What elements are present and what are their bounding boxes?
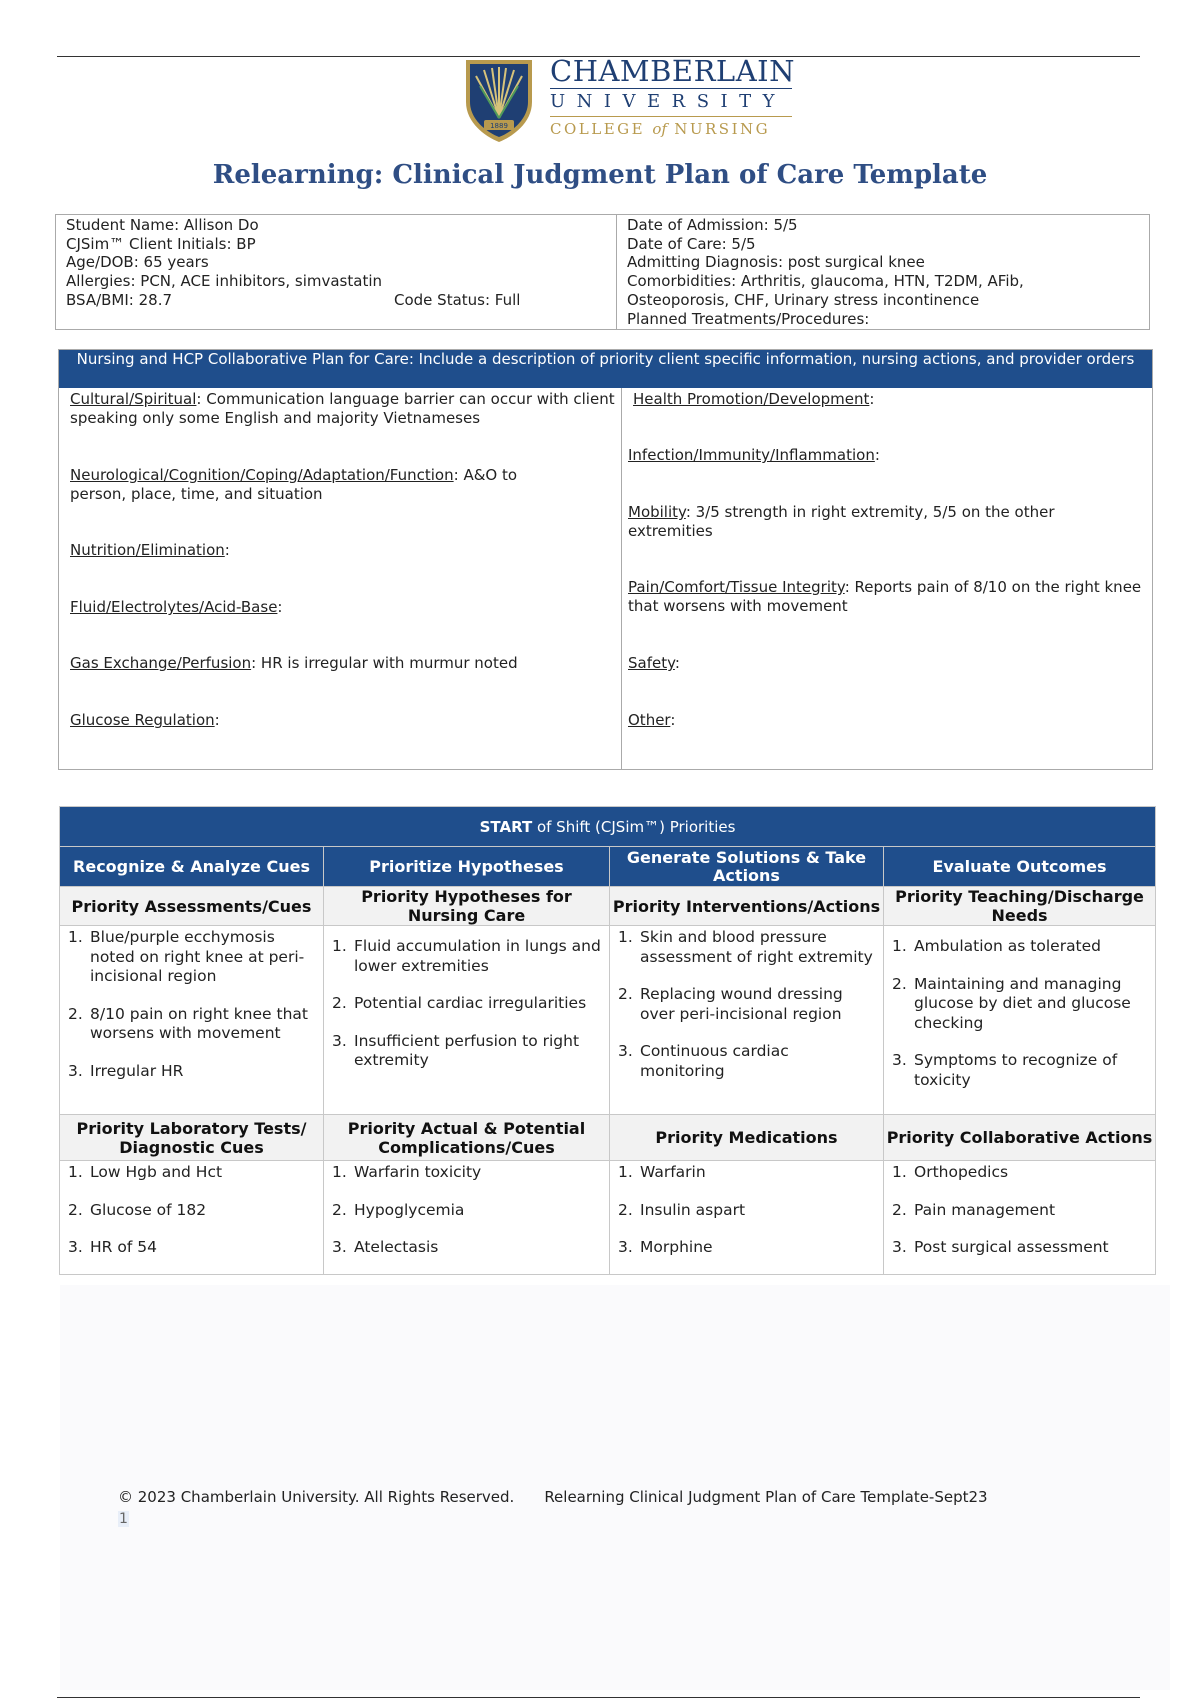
plan-item-nutrition: Nutrition/Elimination: <box>70 541 230 559</box>
logo-text-university: UNIVERSITY <box>550 91 787 112</box>
list-item: 2. Hypoglycemia <box>332 1200 465 1219</box>
university-crest-icon <box>462 56 536 144</box>
plan-item-fluid: Fluid/Electrolytes/Acid-Base: <box>70 598 283 616</box>
priority-list-cell <box>610 1161 884 1275</box>
page-footer <box>118 1488 988 1506</box>
list-item: 3. HR of 54 <box>68 1238 157 1256</box>
plan-item-infection: Infection/Immunity/Inflammation: <box>628 446 880 464</box>
priority-list-cell <box>324 926 610 1115</box>
list-item: 2. Replacing wound dressing over peri-incisional region <box>618 985 843 1023</box>
priority-list-cell <box>884 926 1156 1115</box>
plan-header: Nursing and HCP Collaborative Plan for Care: Include a description of priority client specific information, nursing actions, and provider orders <box>59 350 1152 388</box>
section-subheader: Priority Actual & Potential Complications/Cues <box>324 1115 610 1161</box>
list-item: 3. Atelectasis <box>332 1238 439 1256</box>
section-subheader: Priority Medications <box>610 1115 884 1161</box>
column-header: Recognize & Analyze Cues <box>60 847 324 887</box>
section-subheader: Priority Collaborative Actions <box>884 1115 1156 1161</box>
plan-item-glucose: Glucose Regulation: <box>70 711 220 729</box>
footer-copyright: © 2023 Chamberlain University. All Rights Reserved. <box>118 1488 515 1506</box>
list-item: 3. Symptoms to recognize of toxicity <box>892 1051 1118 1089</box>
column-header: Generate Solutions & Take Actions <box>610 847 884 887</box>
list-item: 1. Warfarin toxicity <box>332 1163 482 1181</box>
code-status: Code Status: Full <box>394 291 521 309</box>
logo-text-chamberlain: CHAMBERLAIN <box>550 54 795 88</box>
patient-info-box <box>55 214 1150 330</box>
list-item: 3. Continuous cardiac monitoring <box>618 1042 789 1080</box>
list-item: 1. Skin and blood pressure assessment of right extremity <box>618 928 873 966</box>
list-item: 3. Insufficient perfusion to right extremity <box>332 1031 580 1069</box>
svg-text:1889: 1889 <box>490 122 508 130</box>
shift-priorities-table <box>59 806 1156 1275</box>
priority-list-cell <box>884 1161 1156 1275</box>
list-item: 2. Pain management <box>892 1200 1056 1219</box>
plan-item-health-promotion: Health Promotion/Development: <box>633 390 875 408</box>
page-number: 1 <box>119 1511 128 1527</box>
priority-list-cell <box>60 1161 324 1275</box>
chamberlain-logo <box>462 56 802 146</box>
plan-item-mobility: Mobility: 3/5 strength in right extremity, 5/5 on the other extremities <box>628 503 1055 540</box>
list-item: 1. Low Hgb and Hct <box>68 1163 223 1181</box>
priority-list-cell <box>324 1161 610 1275</box>
priority-list-cell <box>610 926 884 1115</box>
section-subheader: Priority Hypotheses for Nursing Care <box>324 887 610 926</box>
column-header: Evaluate Outcomes <box>884 847 1156 887</box>
plan-item-cultural: Cultural/Spiritual: Communication language barrier can occur with client speaking only some English and majority Vietnameses <box>70 390 615 427</box>
plan-item-safety: Safety: <box>628 654 680 672</box>
list-item: 2. Potential cardiac irregularities <box>332 994 587 1012</box>
plan-item-pain: Pain/Comfort/Tissue Integrity: Reports pain of 8/10 on the right knee that worsens with movement <box>628 578 1142 615</box>
footer-doc-name: Relearning Clinical Judgment Plan of Care Template-Sept23 <box>544 1488 988 1506</box>
list-item: 2. Insulin aspart <box>618 1200 746 1219</box>
section-subheader: Priority Laboratory Tests/ Diagnostic Cues <box>60 1115 324 1161</box>
shift-table-title: START of Shift (CJSim™) Priorities <box>60 807 1156 847</box>
patient-info-left: Student Name: Allison Do CJSim™ Client Initials: BP Age/DOB: 65 years Allergies: PCN, ACE inhibitors, simvastatin BSA/BMI: 28.7 <box>66 216 382 309</box>
list-item: 1. Ambulation as tolerated <box>892 937 1102 955</box>
list-item: 2. Glucose of 182 <box>68 1200 207 1219</box>
section-subheader: Priority Teaching/Discharge Needs <box>884 887 1156 926</box>
bottom-rule <box>57 1697 1140 1698</box>
list-item: 2. 8/10 pain on right knee that worsens with movement <box>68 1004 308 1042</box>
plan-item-other: Other: <box>628 711 676 729</box>
list-item: 2. Maintaining and managing glucose by diet and glucose checking <box>892 974 1131 1032</box>
list-item: 3. Irregular HR <box>68 1061 184 1080</box>
plan-item-neurological: Neurological/Cognition/Coping/Adaptation/Function: A&O to person, place, time, and situation <box>70 466 518 503</box>
list-item: 1. Fluid accumulation in lungs and lower extremities <box>332 937 601 975</box>
priority-list-cell <box>60 926 324 1115</box>
list-item: 1. Blue/purple ecchymosis noted on right knee at peri-incisional region <box>68 928 305 985</box>
list-item: 1. Warfarin <box>618 1163 706 1181</box>
logo-text-college: COLLEGE of NURSING <box>550 120 771 138</box>
plan-item-gas-exchange: Gas Exchange/Perfusion: HR is irregular with murmur noted <box>70 654 518 672</box>
page-title: Relearning: Clinical Judgment Plan of Care Template <box>212 160 988 190</box>
section-subheader: Priority Interventions/Actions <box>610 887 884 926</box>
list-item: 1. Orthopedics <box>892 1163 1009 1181</box>
list-item: 3. Post surgical assessment <box>892 1238 1109 1256</box>
section-subheader: Priority Assessments/Cues <box>60 887 324 926</box>
column-header: Prioritize Hypotheses <box>324 847 610 887</box>
list-item: 3. Morphine <box>618 1238 713 1256</box>
collaborative-plan-box <box>58 349 1153 770</box>
patient-info-right: Date of Admission: 5/5 Date of Care: 5/5 Admitting Diagnosis: post surgical knee Comorbidities: Arthritis, glaucoma, HTN, T2DM, AFib, Osteoporosis, CHF, Urinary stress incontinence Planned Treatments/Procedures: <box>627 216 1024 328</box>
